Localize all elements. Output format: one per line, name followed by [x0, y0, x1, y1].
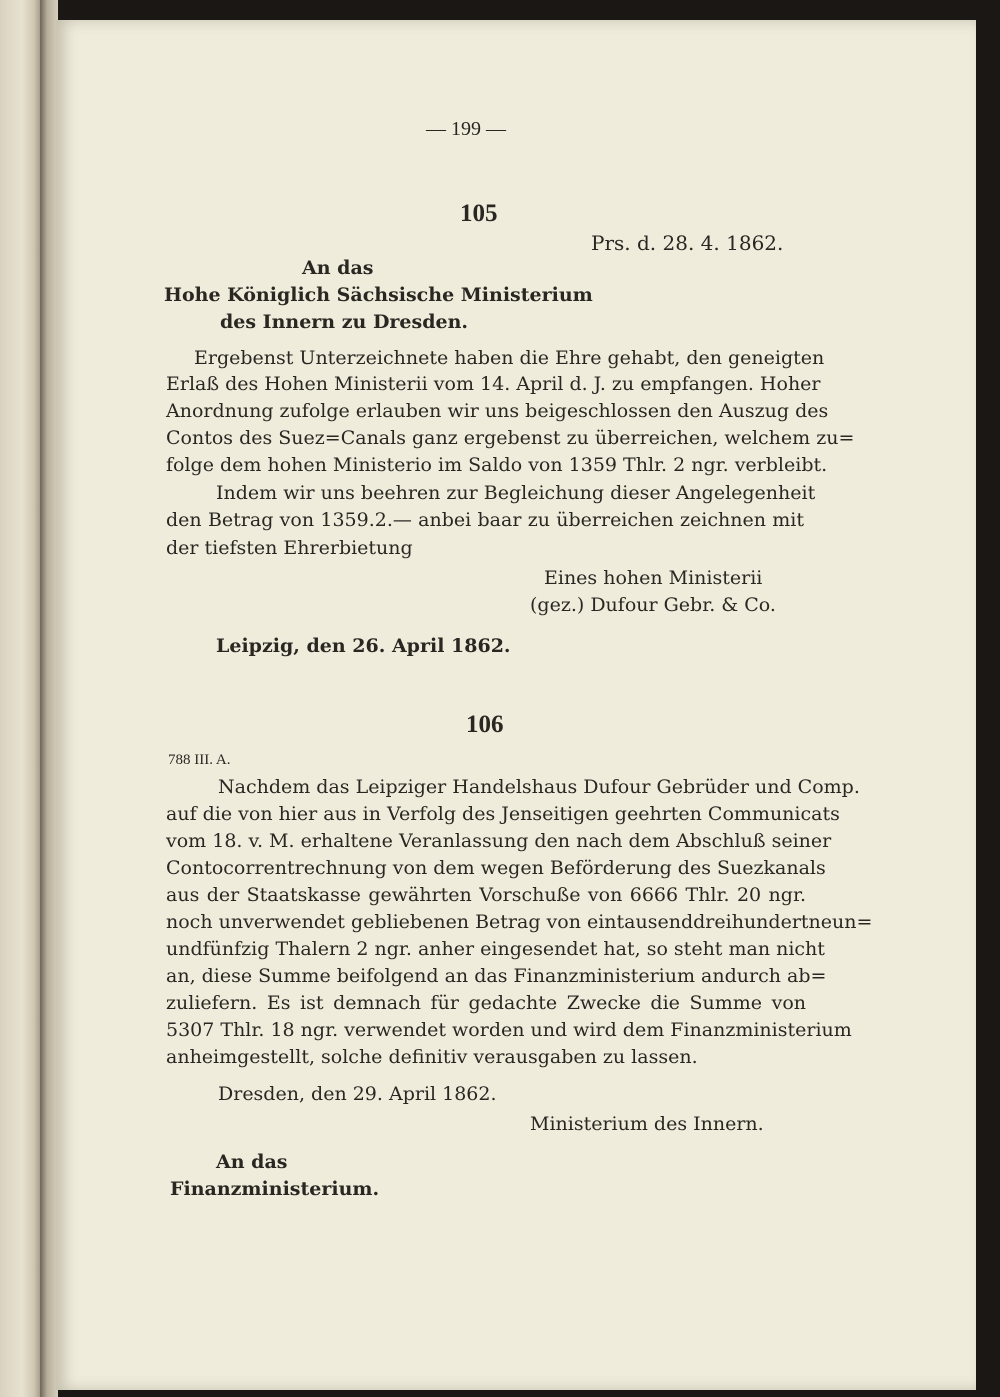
address-line-3: des Innern zu Dresden.: [220, 311, 469, 333]
address-line-2: Hohe Königlich Sächsische Ministerium: [164, 284, 593, 306]
decree-line-2: auf die von hier aus in Verfolg des Jenseitigen geehrten Communicats: [166, 803, 840, 825]
decree-line-3: vom 18. v. M. erhaltene Veranlassung den nach dem Abschluß seiner: [166, 830, 832, 852]
decree-line-5: aus der Staatskasse gewährten Vorschuße von 6666 Thlr. 20 ngr.: [166, 884, 806, 906]
presentation-date: Prs. d. 28. 4. 1862.: [591, 231, 784, 255]
place-date-106: Dresden, den 29. April 1862.: [218, 1083, 497, 1105]
facing-page-edge: [0, 0, 40, 1397]
decree-line-8: an, diese Summe beifolgend an das Finanzministerium andurch ab=: [166, 965, 827, 987]
decree-line-11: anheimgestellt, solche definitiv verausgaben zu lassen.: [166, 1046, 698, 1068]
decree-line-10: 5307 Thlr. 18 ngr. verwendet worden und wird dem Finanzministerium: [166, 1019, 852, 1041]
reference-number: 788 III. A.: [168, 752, 231, 768]
recipient-line-1: An das: [216, 1151, 288, 1173]
decree-line-7: undfünfzig Thalern 2 ngr. anher eingesendet hat, so steht man nicht: [166, 938, 825, 960]
page-number: — 199 —: [426, 118, 506, 140]
ministry-signature: Ministerium des Innern.: [530, 1113, 764, 1135]
decree-line-1: Nachdem das Leipziger Handelshaus Dufour Gebrüder und Comp.: [218, 776, 860, 798]
letter-line-3: Anordnung zufolge erlauben wir uns beigeschlossen den Auszug des: [166, 400, 829, 422]
letter-line-2: Erlaß des Hohen Ministerii vom 14. April d. J. zu empfangen. Hoher: [166, 373, 821, 395]
recipient-line-2: Finanzministerium.: [170, 1178, 380, 1200]
address-line-1: An das: [302, 257, 374, 279]
document-page: [56, 20, 976, 1390]
letter-line-6: Indem wir uns beehren zur Begleichung dieser Angelegenheit: [216, 482, 816, 504]
decree-line-9: zuliefern. Es ist demnach für gedachte Zwecke die Summe von: [166, 992, 806, 1014]
document-number-106: 106: [466, 711, 504, 738]
decree-line-6: noch unverwendet gebliebenen Betrag von eintausenddreihundertneun=: [166, 911, 873, 933]
letter-line-5: folge dem hohen Ministerio im Saldo von 1359 Thlr. 2 ngr. verbleibt.: [166, 454, 828, 476]
decree-line-4: Contocorrentrechnung von dem wegen Beförderung des Suezkanals: [166, 857, 826, 879]
closing-line-1: Eines hohen Ministerii: [544, 567, 763, 589]
letter-line-4: Contos des Suez=Canals ganz ergebenst zu überreichen, welchem zu=: [166, 427, 855, 449]
letter-line-1: Ergebenst Unterzeichnete haben die Ehre gehabt, den geneigten: [194, 347, 825, 369]
document-number-105: 105: [460, 200, 498, 227]
place-date-105: Leipzig, den 26. April 1862.: [216, 635, 511, 657]
closing-signature: (gez.) Dufour Gebr. & Co.: [530, 594, 776, 616]
letter-line-7: den Betrag von 1359.2.— anbei baar zu überreichen zeichnen mit: [166, 509, 804, 531]
letter-line-8: der tiefsten Ehrerbietung: [166, 537, 413, 559]
